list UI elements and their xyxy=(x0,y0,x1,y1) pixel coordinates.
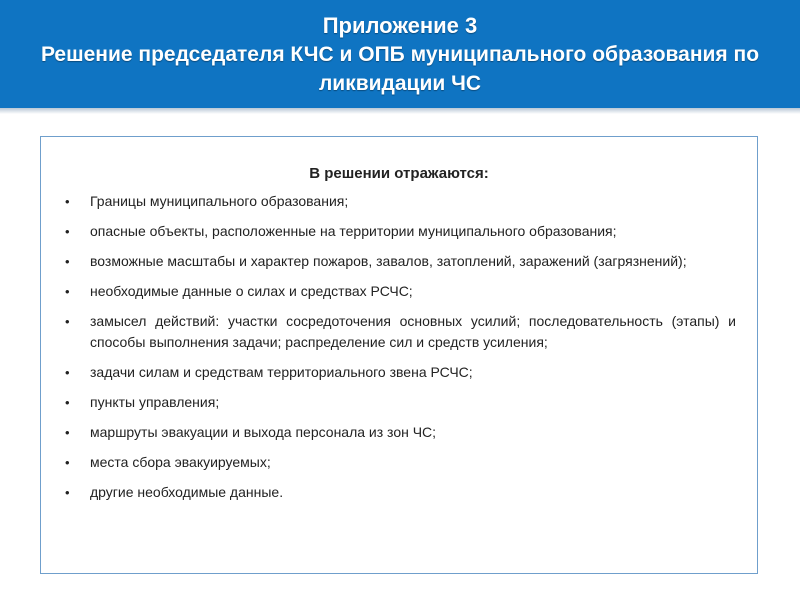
slide-title-appendix: Приложение 3 xyxy=(322,13,478,38)
list-item-text: замысел действий: участки сосредоточения основных усилий; последовательность (этапы) и способы выполнения задачи; распределение сил и средств усиления; xyxy=(90,313,736,350)
slide-title-decision: Решение председателя КЧС и ОПБ муниципального образования по ликвидации ЧС xyxy=(40,43,760,95)
list-item-text: места сбора эвакуируемых; xyxy=(90,454,271,470)
list-item xyxy=(65,452,736,473)
list-item-text: опасные объекты, расположенные на территории муниципального образования; xyxy=(90,223,617,239)
bullet-list xyxy=(65,191,736,512)
bullet-icon: • xyxy=(65,395,70,410)
slide-header xyxy=(0,0,800,108)
list-item-text: задачи силам и средствам территориального звена РСЧС; xyxy=(90,364,473,380)
bullet-icon: • xyxy=(65,314,70,329)
bullet-icon: • xyxy=(65,224,70,239)
bullet-icon: • xyxy=(65,365,70,380)
list-item-text: пункты управления; xyxy=(90,394,220,410)
bullet-icon: • xyxy=(65,485,70,500)
list-item xyxy=(65,482,736,503)
header-shadow xyxy=(0,108,800,114)
bullet-icon: • xyxy=(65,455,70,470)
list-item-text: возможные масштабы и характер пожаров, завалов, затоплений, заражений (загрязнений); xyxy=(90,253,687,269)
bullet-icon: • xyxy=(65,194,70,209)
card-title: В решении отражаются: xyxy=(309,165,489,182)
list-item xyxy=(65,281,736,302)
bullet-icon: • xyxy=(65,425,70,440)
list-item xyxy=(65,392,736,413)
list-item-text: маршруты эвакуации и выхода персонала из зон ЧС; xyxy=(90,424,437,440)
list-item xyxy=(65,191,736,212)
list-item xyxy=(65,362,736,383)
list-item-text: Границы муниципального образования; xyxy=(90,193,349,209)
list-item-text: необходимые данные о силах и средствах РСЧС; xyxy=(90,283,413,299)
list-item-text: другие необходимые данные. xyxy=(90,484,284,500)
list-item xyxy=(65,311,736,353)
bullet-icon: • xyxy=(65,284,70,299)
content-card xyxy=(40,136,758,574)
bullet-icon: • xyxy=(65,254,70,269)
list-item xyxy=(65,251,736,272)
list-item xyxy=(65,422,736,443)
list-item xyxy=(65,221,736,242)
